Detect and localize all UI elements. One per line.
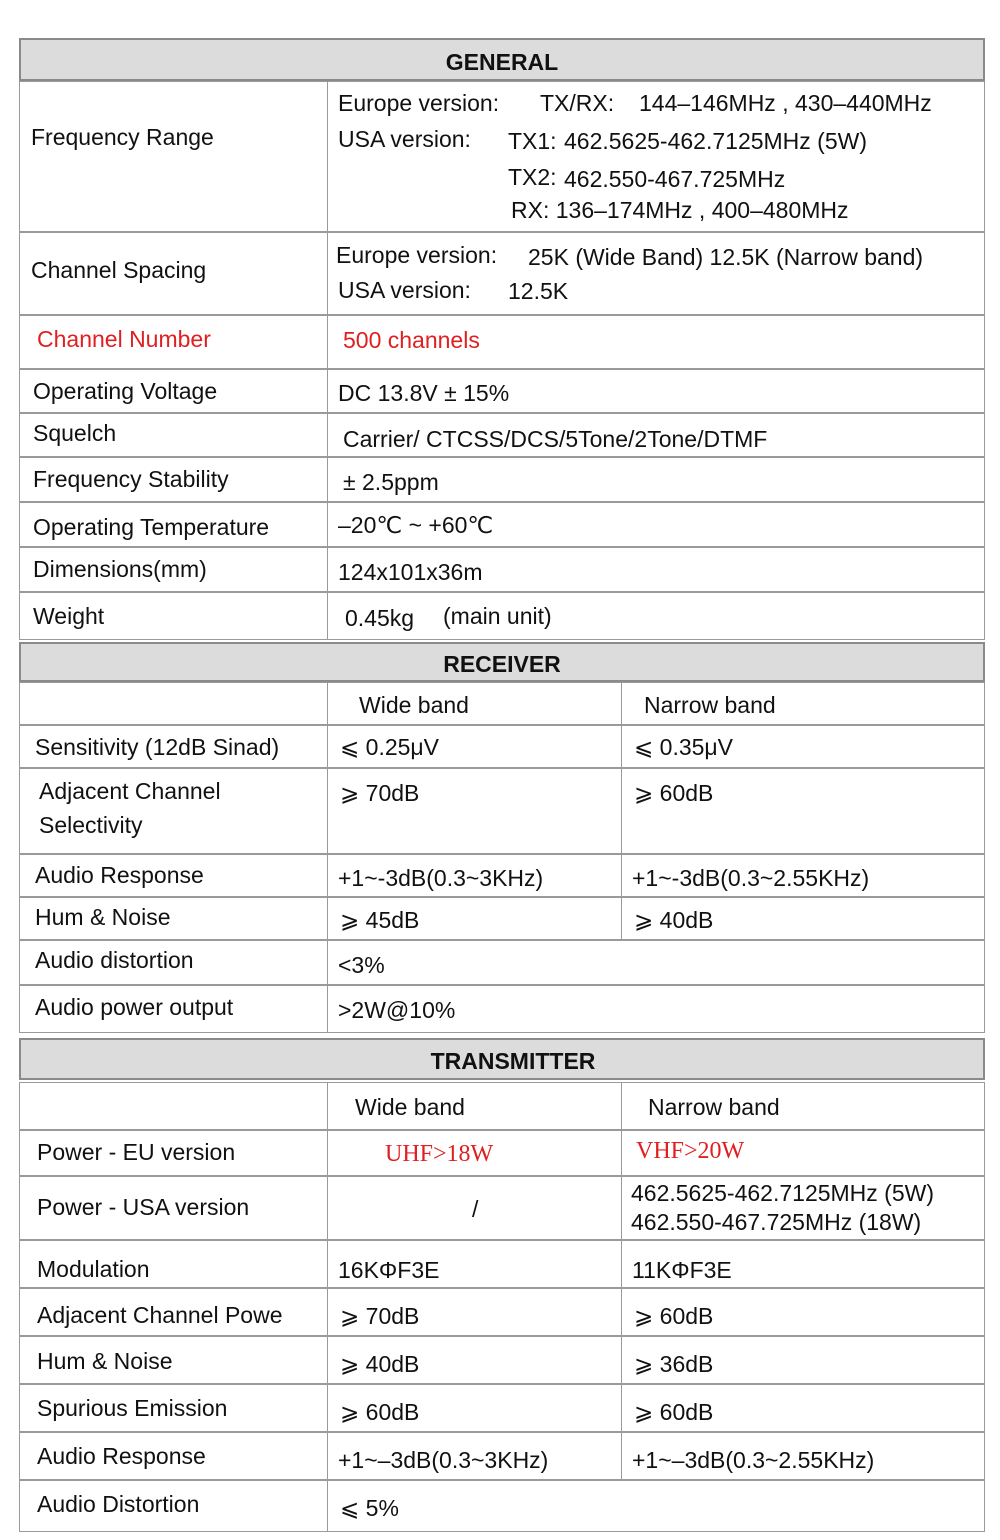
narrow-cell: [621, 1385, 986, 1431]
frequency-range-label: Frequency Range: [31, 124, 214, 150]
label-cell: [20, 855, 327, 896]
wide-cell: [327, 683, 621, 724]
rx-hum-noise-wide: ⩾ 45dB: [340, 907, 420, 933]
channel-number-value: 500 channels: [343, 327, 480, 353]
value-cell: [327, 233, 986, 314]
power-eu-label: Power - EU version: [37, 1139, 236, 1165]
label-cell: [20, 548, 327, 591]
cs-usa-label: USA version:: [338, 277, 471, 303]
tx-col-wide: Wide band: [355, 1094, 465, 1120]
row-value: DC 13.8V ± 15%: [338, 380, 510, 406]
narrow-cell: [621, 1433, 986, 1479]
tx-audio-response-row: [19, 1432, 985, 1480]
narrow-cell: [621, 1083, 986, 1129]
cs-eu-value: 25K (Wide Band) 12.5K (Narrow band): [528, 244, 924, 270]
wide-cell: [327, 1241, 621, 1287]
receiver-column-headers: [19, 682, 985, 725]
adjacent-wide: ⩾ 70dB: [340, 780, 420, 806]
value-cell: [327, 316, 986, 368]
row-label: Squelch: [33, 420, 117, 446]
channel-number-row: [19, 315, 985, 369]
label-cell: [20, 458, 327, 501]
tx-audio-response-narrow: +1~–3dB(0.3~2.55KHz): [632, 1447, 875, 1473]
label-cell: [20, 941, 327, 984]
operating-voltage-row: [19, 369, 985, 413]
narrow-cell: [621, 855, 986, 896]
rx-audio-power-value: >2W@10%: [338, 997, 456, 1023]
tx1-label: TX1:: [508, 128, 557, 154]
label-cell: [20, 233, 327, 314]
value-cell: [327, 458, 986, 501]
general-title: GENERAL: [445, 49, 559, 75]
row-label: Dimensions(mm): [33, 556, 207, 582]
label-cell: [20, 1433, 327, 1479]
label-cell: [20, 370, 327, 412]
wide-cell: [327, 898, 621, 939]
receiver-title: RECEIVER: [443, 651, 561, 677]
eu-txrx-value: 144–146MHz , 430–440MHz: [639, 90, 932, 116]
eu-version-label: Europe version:: [338, 90, 500, 116]
power-eu-row: [19, 1130, 985, 1176]
spec-sheet: [19, 38, 985, 1533]
rx-value: RX: 136–174MHz , 400–480MHz: [511, 197, 849, 223]
channel-spacing-row: [19, 232, 985, 315]
row-value: ± 2.5ppm: [343, 469, 439, 495]
row-value: Carrier/ CTCSS/DCS/5Tone/2Tone/DTMF: [343, 426, 768, 452]
tx2-value: 462.550-467.725MHz: [564, 166, 786, 192]
narrow-cell: [621, 1337, 986, 1383]
tx-audio-response-wide: +1~–3dB(0.3~3KHz): [338, 1447, 549, 1473]
value-cell: [327, 941, 986, 984]
row-label: Frequency Stability: [33, 466, 229, 492]
wide-cell: [327, 1385, 621, 1431]
label-cell: [20, 769, 327, 853]
dimensions-row: [19, 547, 985, 592]
value-cell: [327, 414, 986, 456]
row-value: 124x101x36m: [338, 559, 483, 585]
wide-cell: [327, 1433, 621, 1479]
transmitter-column-headers: [19, 1082, 985, 1130]
cs-eu-label: Europe version:: [336, 242, 498, 268]
label-cell: [20, 986, 327, 1032]
label-cell: [20, 316, 327, 368]
power-usa-label: Power - USA version: [37, 1194, 250, 1220]
label-cell: [20, 593, 327, 639]
label-cell: [20, 1289, 327, 1335]
narrow-cell: [621, 726, 986, 767]
label-cell: [20, 898, 327, 939]
label-cell: [20, 1481, 327, 1531]
narrow-cell: [621, 1177, 986, 1239]
weight-value: 0.45kg: [345, 605, 415, 631]
eu-txrx-label: TX/RX:: [540, 90, 615, 116]
channel-number-label: Channel Number: [37, 326, 211, 352]
adjacent-label-line2: Selectivity: [39, 812, 143, 838]
label-cell: [20, 726, 327, 767]
cs-usa-value: 12.5K: [508, 278, 569, 304]
narrow-cell: [621, 898, 986, 939]
label-cell: [20, 503, 327, 546]
power-usa-narrow-line1: 462.5625-462.7125MHz (5W): [631, 1180, 934, 1206]
usa-version-label: USA version:: [338, 126, 471, 152]
adjacent-power-wide: ⩾ 70dB: [340, 1303, 420, 1329]
sensitivity-narrow: ⩽ 0.35μV: [634, 734, 734, 760]
sensitivity-label: Sensitivity (12dB Sinad): [35, 734, 280, 760]
label-cell: [20, 1083, 327, 1129]
power-eu-narrow: VHF>20W: [636, 1138, 745, 1164]
rx-audio-distortion-label: Audio distortion: [35, 947, 194, 973]
tx-hum-noise-wide: ⩾ 40dB: [340, 1351, 420, 1377]
row-label: Operating Voltage: [33, 378, 218, 404]
modulation-wide: 16KΦF3E: [338, 1257, 440, 1283]
spurious-emission-row: [19, 1384, 985, 1432]
adjacent-selectivity-row: [19, 768, 985, 854]
rx-audio-response-narrow: +1~-3dB(0.3~2.55KHz): [632, 865, 870, 891]
spurious-wide: ⩾ 60dB: [340, 1399, 420, 1425]
wide-cell: [327, 1289, 621, 1335]
value-cell: [327, 1481, 986, 1531]
tx-audio-distortion-label: Audio Distortion: [37, 1491, 200, 1517]
value-cell: [327, 503, 986, 546]
adjacent-label-line1: Adjacent Channel: [39, 778, 221, 804]
spurious-narrow: ⩾ 60dB: [634, 1399, 714, 1425]
wide-cell: [327, 1337, 621, 1383]
rx-hum-noise-label: Hum & Noise: [35, 904, 171, 930]
rx-audio-response-row: [19, 854, 985, 897]
narrow-cell: [621, 769, 986, 853]
rx-audio-distortion-row: [19, 940, 985, 985]
narrow-cell: [621, 683, 986, 724]
value-cell: [327, 986, 986, 1032]
general-header: [19, 38, 985, 81]
wide-cell: [327, 855, 621, 896]
rx-audio-power-row: [19, 985, 985, 1033]
wide-cell: [327, 726, 621, 767]
wide-cell: [327, 1131, 621, 1175]
label-cell: [20, 1177, 327, 1239]
value-cell: [327, 370, 986, 412]
rx-hum-noise-narrow: ⩾ 40dB: [634, 907, 714, 933]
tx-hum-noise-narrow: ⩾ 36dB: [634, 1351, 714, 1377]
frequency-range-row: [19, 81, 985, 232]
rx-audio-power-label: Audio power output: [35, 994, 234, 1020]
value-cell: [327, 548, 986, 591]
rx-audio-distortion-value: <3%: [338, 952, 385, 978]
transmitter-title: TRANSMITTER: [430, 1048, 596, 1074]
tx-col-narrow: Narrow band: [648, 1094, 780, 1120]
weight-row: [19, 592, 985, 640]
receiver-header: [19, 642, 985, 682]
sensitivity-wide: ⩽ 0.25μV: [340, 734, 440, 760]
label-cell: [20, 1337, 327, 1383]
tx-audio-distortion-row: [19, 1480, 985, 1532]
modulation-label: Modulation: [37, 1256, 150, 1282]
row-label: Operating Temperature: [33, 514, 270, 540]
tx-audio-response-label: Audio Response: [37, 1443, 206, 1469]
modulation-narrow: 11KΦF3E: [632, 1257, 732, 1283]
narrow-cell: [621, 1241, 986, 1287]
label-cell: [20, 1131, 327, 1175]
transmitter-header: [19, 1038, 985, 1080]
tx-hum-noise-row: [19, 1336, 985, 1384]
rx-hum-noise-row: [19, 897, 985, 940]
row-value: –20℃ ~ +60℃: [338, 512, 494, 538]
wide-cell: [327, 769, 621, 853]
value-cell: [327, 593, 986, 639]
tx1-value: 462.5625-462.7125MHz (5W): [564, 128, 867, 154]
value-cell: [327, 82, 986, 231]
adjacent-power-label: Adjacent Channel Powe: [37, 1302, 283, 1328]
adjacent-power-row: [19, 1288, 985, 1336]
label-cell: [20, 1241, 327, 1287]
rx-col-wide: Wide band: [359, 692, 469, 718]
adjacent-narrow: ⩾ 60dB: [634, 780, 714, 806]
spurious-label: Spurious Emission: [37, 1395, 228, 1421]
rx-col-narrow: Narrow band: [644, 692, 776, 718]
operating-temperature-row: [19, 502, 985, 547]
power-usa-row: [19, 1176, 985, 1240]
weight-label: Weight: [33, 603, 105, 629]
power-eu-wide: UHF>18W: [385, 1141, 494, 1167]
power-usa-wide: /: [472, 1196, 479, 1222]
modulation-row: [19, 1240, 985, 1288]
rx-audio-response-wide: +1~-3dB(0.3~3KHz): [338, 865, 544, 891]
wide-cell: [327, 1177, 621, 1239]
tx-audio-distortion-value: ⩽ 5%: [340, 1495, 399, 1521]
squelch-row: [19, 413, 985, 457]
frequency-stability-row: [19, 457, 985, 502]
rx-audio-response-label: Audio Response: [35, 862, 204, 888]
power-usa-narrow-line2: 462.550-467.725MHz (18W): [631, 1209, 922, 1235]
label-cell: [20, 1385, 327, 1431]
weight-note: (main unit): [443, 603, 552, 629]
adjacent-power-narrow: ⩾ 60dB: [634, 1303, 714, 1329]
label-cell: [20, 82, 327, 231]
narrow-cell: [621, 1289, 986, 1335]
tx-hum-noise-label: Hum & Noise: [37, 1348, 173, 1374]
label-cell: [20, 414, 327, 456]
label-cell: [20, 683, 327, 724]
channel-spacing-label: Channel Spacing: [31, 257, 207, 283]
wide-cell: [327, 1083, 621, 1129]
tx2-label: TX2:: [508, 164, 557, 190]
sensitivity-row: [19, 725, 985, 768]
narrow-cell: [621, 1131, 986, 1175]
